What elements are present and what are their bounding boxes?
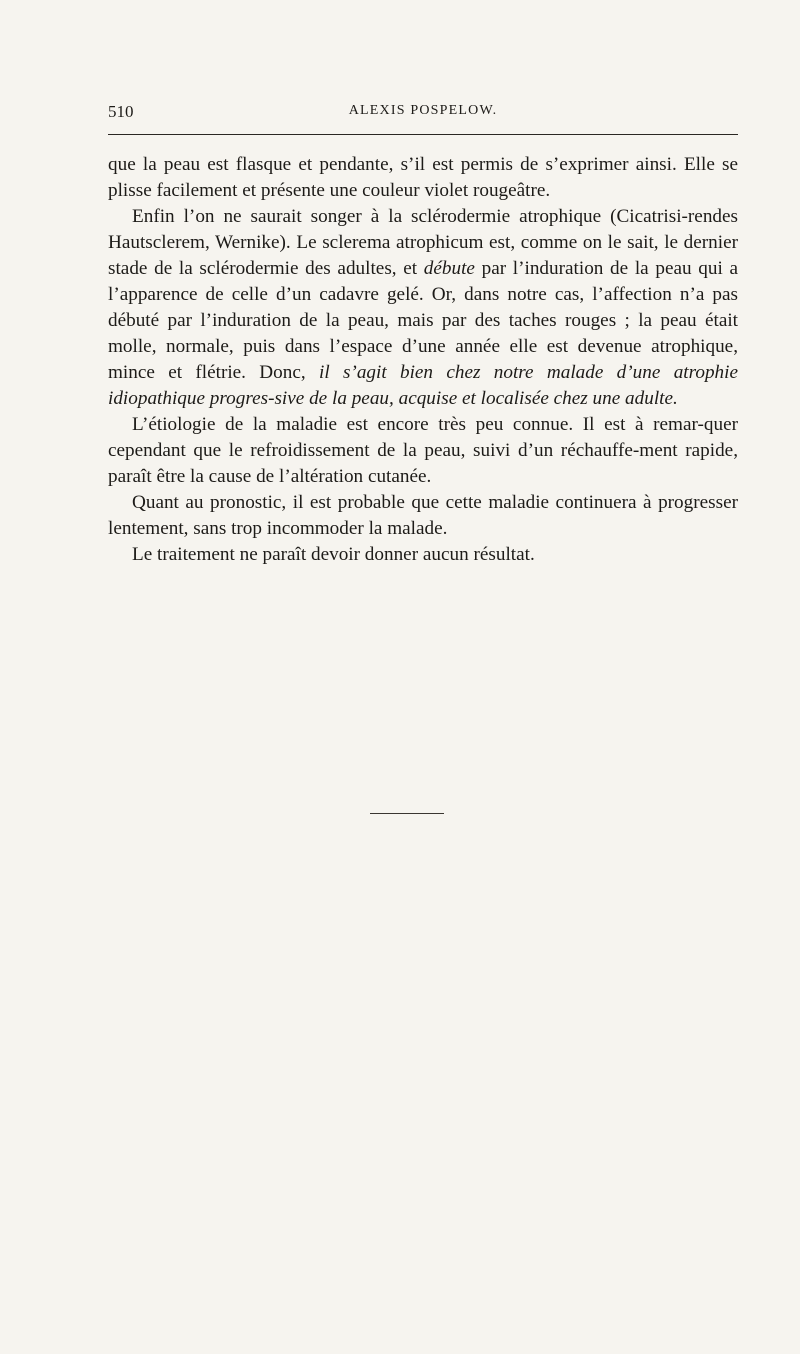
paragraph-2-text-b: par l’induration de la peau qui a l’apparence de celle d’un cadavre gelé. Or, dans notre cas, l’affection n’a pas débuté par l’induration de la peau, mais par des taches rouges ; la peau était molle, normale, puis dans l’espace d’une année elle est devenue atrophique, mince et flétrie. Donc, [108,258,738,383]
paragraph-3-text: L’étiologie de la maladie est encore très peu connue. Il est à remar-quer cependant que le refroidissement de la peau, suivi d’un réchauffe-ment rapide, paraît être la cause de l’altération cutanée. [108,414,738,487]
paragraph-2-emphasis-debute: débute [423,258,475,279]
paragraph-1 [108,152,738,204]
paragraph-3 [108,412,738,490]
paragraph-2-emphasis-conclusion: il s’agit bien chez notre malade d’une atrophie idiopathique progres-sive de la peau, acquise et localisée chez une adulte. [108,362,738,409]
paragraph-4-text: Quant au pronostic, il est probable que cette maladie continuera à progresser lentement, sans trop incommoder la malade. [108,492,738,539]
paragraph-2 [108,204,738,412]
paragraph-5 [108,542,738,568]
paragraph-4 [108,490,738,542]
running-head: ALEXIS POSPELOW. [348,103,498,118]
header-rule [108,134,738,135]
paragraph-1-text: que la peau est flasque et pendante, s’il est permis de s’exprimer ainsi. Elle se plisse facilement et présente une couleur violet rougeâtre. [108,154,738,201]
paragraph-2-text-a: Enfin l’on ne saurait songer à la sclérodermie atrophique (Cicatrisi-rendes Hautsclerem, Wernike). Le sclerema atrophicum est, comme on le sait, le dernier stade de la sclérodermie des adultes, et [108,206,738,279]
paragraph-5-text: Le traitement ne paraît devoir donner aucun résultat. [132,544,535,565]
end-ornament-rule [370,813,444,814]
body-text [108,152,738,568]
page-number: 510 [108,102,134,121]
page-header [108,102,738,126]
